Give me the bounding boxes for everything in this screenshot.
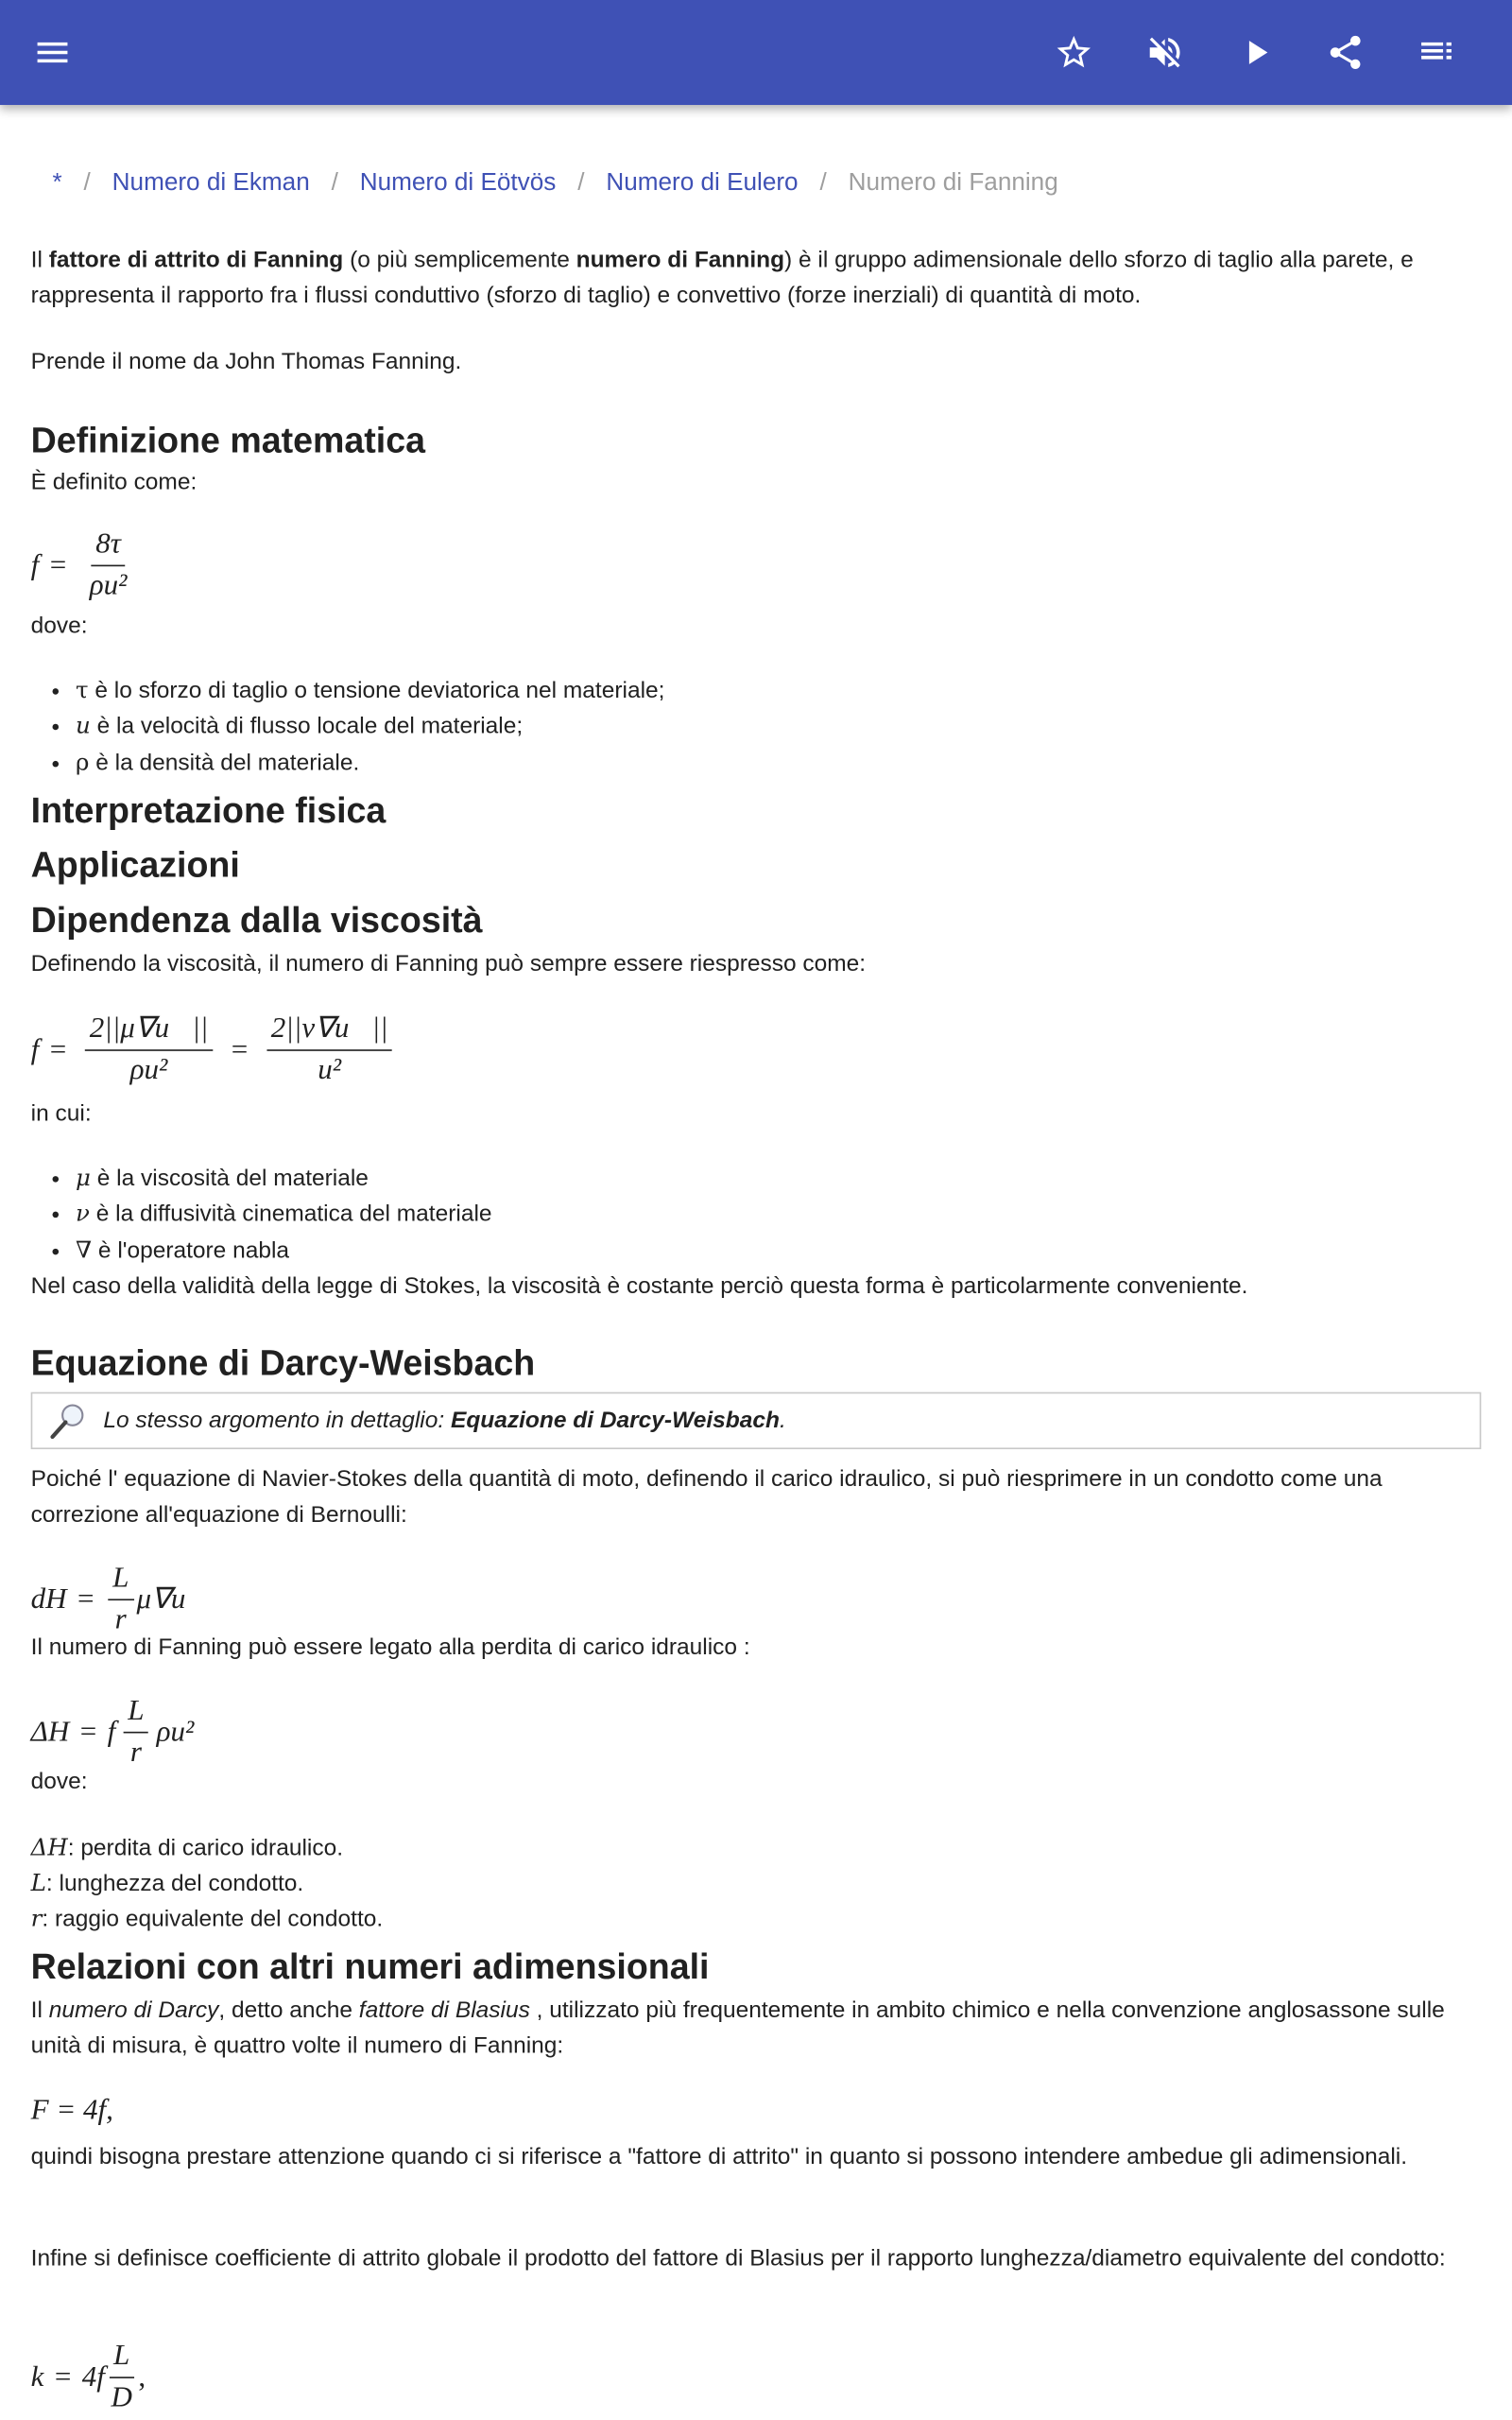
definition — [31, 1866, 1482, 1902]
darcy-link[interactable]: Equazione di Darcy-Weisbach — [450, 1407, 780, 1434]
share-icon[interactable] — [1324, 31, 1367, 75]
math: = — [79, 1715, 97, 1748]
denominator: ρu² — [89, 569, 128, 602]
text: ) è il gruppo adimensionale dello sforzo di taglio alla parete, e rappresenta il rapporto fra i flussi conduttivo (sforzo di taglio) e convettivo (forze inerziali) di quantità di moto. — [30, 247, 1414, 309]
text: è la densità del materiale. — [89, 749, 360, 776]
visc-text: Definendo la viscosità, il numero di Fanning può sempre essere riespresso come: — [30, 950, 867, 977]
math: dH — [30, 1582, 67, 1616]
heading-interpretazione: Interpretazione fisica — [30, 789, 387, 831]
math: , — [138, 2360, 146, 2394]
text: Il — [30, 247, 49, 273]
symbol: τ — [75, 676, 89, 704]
intro-paragraph — [31, 242, 1482, 313]
math: = — [77, 1582, 94, 1616]
bold-term: numero di Fanning — [576, 247, 785, 273]
heading-applicazioni: Applicazioni — [30, 844, 240, 885]
text: (o più semplicemente — [343, 247, 576, 273]
formula-k — [31, 2340, 146, 2415]
namesake-paragraph: Prende il nome da John Thomas Fanning. — [30, 348, 462, 375]
app-bar — [0, 0, 1512, 105]
text: Il — [30, 1996, 49, 2024]
math: 4f — [81, 2360, 105, 2394]
math: ρu² — [156, 1715, 195, 1748]
fanning-head-loss-text: Il numero di Fanning può essere legato alla perdita di carico idraulico : — [30, 1634, 750, 1661]
math: = — [49, 548, 67, 581]
playlist-icon[interactable] — [1415, 31, 1458, 75]
dove-label: dove: — [30, 1769, 88, 1795]
numerator: 8τ — [91, 527, 125, 566]
global-coefficient-paragraph: Infine si definisce coefficiente di attrito globale il prodotto del fattore di Blasius per il rapporto lunghezza/diametro equivalente del condotto: — [30, 2245, 1446, 2273]
text: : raggio equivalente del condotto. — [42, 1906, 384, 1933]
numerator: 2||μ∇u⃗|| — [85, 1012, 213, 1051]
darcy-paragraph: Poiché l' equazione di Navier-Stokes della quantità di moto, definendo il carico idraulico, si può riesprimere in un condotto come una correzione all'equazione di Bernoulli: — [30, 1466, 1383, 1529]
math: f — [30, 1033, 40, 1066]
magnifier-icon — [48, 1401, 88, 1441]
list-item — [76, 745, 1481, 781]
heading-viscosita: Dipendenza dalla viscosità — [30, 899, 483, 941]
def-text: È definito come: — [30, 469, 198, 496]
numerator: 2||ν∇u⃗|| — [266, 1012, 393, 1051]
math: ΔH — [30, 1715, 70, 1748]
stokes-text: Nel caso della validità della legge di Stokes, la viscosità è costante perciò questa forma è particolarmente conveniente. — [30, 1272, 1248, 1300]
list-item — [76, 1161, 1481, 1197]
math: μ∇u — [136, 1583, 186, 1616]
numerator: L — [109, 2340, 134, 2378]
text: è lo sforzo di taglio o tensione deviatorica nel materiale; — [88, 677, 665, 704]
text: è la velocità di flusso locale del materiale; — [90, 713, 524, 740]
breadcrumb-separator: / — [83, 169, 91, 197]
numerator: L — [123, 1695, 148, 1734]
def-list — [31, 673, 1482, 781]
formula-viscosity — [31, 1012, 401, 1088]
text: è l'operatore nabla — [92, 1236, 290, 1264]
star-icon[interactable] — [1052, 31, 1095, 75]
denominator: r — [129, 1736, 142, 1770]
math: f — [30, 548, 40, 581]
definition — [31, 1830, 1482, 1866]
italic-term: fattore di Blasius — [358, 1996, 530, 2024]
play-icon[interactable] — [1234, 31, 1278, 75]
list-item — [76, 1233, 1481, 1269]
text: , utilizzato più frequentemente in ambito chimico e nella convenzione anglosassone sulle unità di misura, è quattro volte il numero di Fanning: — [30, 1996, 1445, 2059]
symbol: ∇ — [75, 1236, 93, 1264]
list-item — [76, 709, 1481, 745]
breadcrumb — [53, 170, 1058, 198]
formula-fanning — [31, 527, 140, 603]
darcy-definitions — [31, 1830, 1482, 1937]
breadcrumb-current: Numero di Fanning — [848, 169, 1058, 197]
formula-darcy-number — [31, 2095, 113, 2129]
menu-icon[interactable] — [31, 31, 75, 75]
denominator: u² — [318, 1054, 342, 1087]
text: : perdita di carico idraulico. — [67, 1835, 344, 1861]
numerator: L — [108, 1562, 133, 1600]
symbol: r — [30, 1904, 43, 1933]
text: è la diffusività cinematica del materiale — [89, 1201, 492, 1228]
breadcrumb-eulero[interactable]: Numero di Eulero — [606, 169, 799, 197]
breadcrumb-separator: / — [819, 169, 827, 197]
breadcrumb-eotvos[interactable]: Numero di Eötvös — [359, 169, 557, 197]
breadcrumb-ekman[interactable]: Numero di Ekman — [112, 169, 310, 197]
symbol: ΔH — [30, 1833, 68, 1861]
symbol: μ — [75, 1164, 91, 1192]
symbol: u — [75, 712, 91, 740]
see-also-box — [31, 1392, 1482, 1449]
math: k — [30, 2360, 44, 2394]
visc-list — [31, 1161, 1482, 1269]
math: = — [231, 1033, 249, 1066]
denominator: D — [111, 2381, 132, 2414]
definition — [31, 1901, 1482, 1937]
heading-relazioni: Relazioni con altri numeri adimensionali — [30, 1945, 710, 1987]
symbol: L — [30, 1869, 46, 1897]
math: = — [54, 2360, 72, 2394]
list-item — [76, 673, 1481, 709]
text: , detto anche — [218, 1996, 359, 2024]
note-text: Lo stesso argomento in dettaglio: — [103, 1407, 445, 1434]
denominator: r — [114, 1603, 127, 1636]
denominator: ρu² — [129, 1054, 168, 1087]
bold-term: fattore di attrito di Fanning — [48, 247, 344, 273]
heading-darcy: Equazione di Darcy-Weisbach — [30, 1342, 536, 1383]
list-item — [76, 1197, 1481, 1233]
text: : lunghezza del condotto. — [45, 1870, 304, 1897]
text: è la viscosità del materiale — [90, 1165, 369, 1192]
symbol: ρ — [75, 748, 90, 776]
math: F = 4f, — [30, 2094, 113, 2127]
dove-label: dove: — [30, 613, 88, 639]
italic-term: numero di Darcy — [48, 1996, 219, 2024]
breadcrumb-separator: / — [331, 169, 338, 197]
heading-definizione: Definizione matematica — [30, 420, 426, 460]
formula-dh — [31, 1562, 186, 1637]
relations-paragraph — [31, 1993, 1482, 2064]
math: = — [49, 1033, 67, 1066]
incui-label: in cui: — [30, 1100, 92, 1127]
formula-delta-h — [31, 1695, 195, 1771]
breadcrumb-separator: / — [577, 169, 585, 197]
symbol: ν — [75, 1200, 90, 1228]
note-text: . — [779, 1407, 786, 1434]
math: f — [107, 1715, 116, 1748]
attention-paragraph: quindi bisogna prestare attenzione quando ci si riferisce a "fattore di attrito" in quanto si possono intendere ambedue gli adimensionali. — [30, 2143, 1408, 2170]
volume-off-icon[interactable] — [1143, 31, 1187, 75]
breadcrumb-home[interactable]: * — [52, 169, 62, 197]
